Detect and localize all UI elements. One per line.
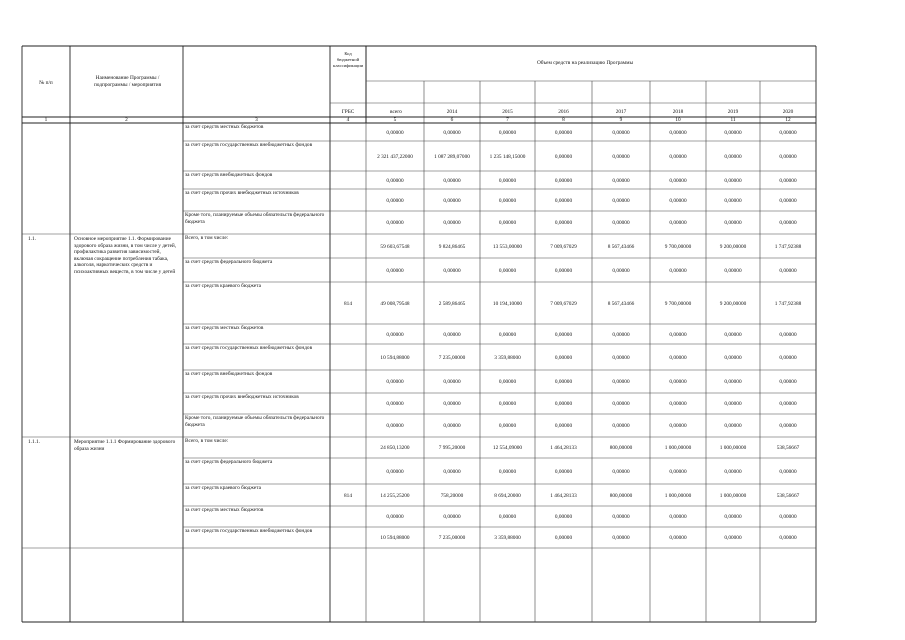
row-label: Кроме того, планируемые объемы обязательств федерального бюджета [185, 212, 325, 225]
row-label: за счет средств краевого бюджета [185, 283, 261, 289]
row-value: 0,00000 [612, 535, 630, 541]
year-header-2018: 2018 [672, 109, 684, 115]
row-value: 0,00000 [669, 220, 687, 226]
row-value: 0,00000 [724, 423, 742, 429]
row-label: за счет средств федерального бюджета [185, 259, 273, 265]
col-number-7: 7 [506, 117, 509, 124]
item-number: 1.1.1. [28, 439, 40, 445]
row-value: 0,00000 [612, 423, 630, 429]
row-value: 0,00000 [669, 129, 687, 136]
row-label: за счет средств государственных внебюджетных фондов [185, 345, 313, 351]
col-number-3: 3 [255, 117, 258, 124]
row-value: 14 255,25200 [380, 492, 410, 499]
col-number-2: 2 [125, 117, 128, 124]
row-value: 0,00000 [724, 514, 742, 520]
row-value: 0,00000 [443, 177, 461, 184]
year-header-2015: 2015 [502, 109, 513, 115]
row-value: 24 850,13200 [380, 445, 410, 451]
row-value: 9 700,00000 [664, 300, 692, 307]
row-value: 0,00000 [386, 401, 404, 407]
row-label: за счет средств государственных внебюджетных фондов [185, 528, 313, 534]
row-value: 0,00000 [724, 379, 742, 385]
row-value: 12 554,09000 [492, 445, 523, 451]
row-value: 10 194,10000 [492, 300, 523, 307]
row-value: 0,00000 [386, 129, 404, 136]
row-value: 0,00000 [554, 177, 573, 184]
row-value: 0,00000 [498, 220, 517, 226]
row-grbs-code: 814 [344, 300, 352, 307]
row-value: 0,00000 [669, 354, 687, 361]
row-label: Всего, в том числе: [185, 438, 229, 444]
row-value: 0,00000 [612, 468, 630, 475]
item-name: Основное мероприятие 1.1. Формирование здорового образа жизни, в том числе у детей, профилактика развития зависимостей, включая сокращение потребления табака, алкоголя, наркотических средств и психоактивных веществ, в том числе у детей [74, 236, 177, 275]
row-value: 0,00000 [498, 468, 517, 475]
row-value: 10 594,88000 [380, 535, 410, 541]
row-value: 1 235 148,15000 [489, 153, 526, 160]
row-value: 0,00000 [669, 331, 687, 338]
row-value: 0,00000 [612, 153, 630, 160]
row-value: 0,00000 [612, 401, 630, 407]
header-col-num: № п/п [39, 80, 53, 86]
row-value: 538,56667 [776, 445, 800, 451]
row-value: 0,00000 [554, 514, 573, 520]
row-value: 13 553,00000 [492, 243, 523, 250]
row-value: 0,00000 [554, 535, 573, 541]
row-value: 9 824,86465 [438, 243, 466, 250]
row-value: 0,00000 [612, 197, 630, 204]
row-value: 0,00000 [554, 220, 573, 226]
row-value: 0,00000 [669, 468, 687, 475]
row-value: 0,00000 [554, 401, 573, 407]
row-label: за счет средств внебюджетных фондов [185, 371, 273, 377]
col-number-9: 9 [619, 117, 623, 124]
row-label: за счет средств местных бюджетов [185, 507, 264, 513]
row-value: 7 995,20000 [438, 445, 466, 451]
row-value: 0,00000 [612, 220, 630, 226]
row-value: 59 603,67548 [380, 243, 410, 250]
row-value: 800,00000 [609, 445, 633, 451]
row-value: 0,00000 [386, 197, 404, 204]
row-value: 0,00000 [669, 153, 687, 160]
row-value: 1 000,00000 [719, 492, 747, 499]
year-header-2014: 2014 [446, 109, 458, 115]
row-value: 538,56667 [776, 492, 800, 499]
row-value: 0,00000 [612, 177, 630, 184]
row-value: 1 000,00000 [719, 445, 747, 451]
row-value: 0,00000 [779, 535, 797, 541]
row-value: 8 567,43466 [607, 300, 635, 307]
row-value: 0,00000 [669, 535, 687, 541]
row-value: 0,00000 [724, 220, 742, 226]
header-col-name: Наименование Программы / подпрограммы / мероприятия [93, 75, 162, 88]
row-value: 0,00000 [779, 197, 797, 204]
row-value: 1 464,28133 [550, 445, 577, 451]
header-total: всего [390, 109, 402, 115]
row-value: 0,00000 [386, 267, 404, 274]
row-value: 758,20000 [440, 492, 464, 499]
row-value: 0,00000 [724, 331, 742, 338]
row-value: 9 700,00000 [664, 243, 692, 250]
row-label: Всего, в том числе: [185, 235, 229, 241]
row-value: 1 747,92388 [774, 243, 802, 250]
row-value: 9 200,00000 [719, 300, 747, 307]
row-value: 0,00000 [612, 514, 630, 520]
row-label: за счет средств местных бюджетов [185, 124, 264, 130]
row-value: 1 464,28133 [550, 492, 577, 499]
row-value: 0,00000 [724, 535, 742, 541]
row-value: 0,00000 [498, 423, 517, 429]
col-number-11: 11 [730, 117, 736, 124]
row-value: 0,00000 [779, 354, 797, 361]
row-value: 0,00000 [669, 379, 687, 385]
row-value: 7 009,67029 [550, 300, 577, 307]
row-value: 0,00000 [498, 401, 517, 407]
header-col-code: Код бюджетной классификации [333, 51, 364, 68]
row-value: 7 009,67029 [550, 243, 577, 250]
row-value: 0,00000 [386, 331, 404, 338]
year-header-2016: 2016 [558, 109, 569, 115]
col-number-4: 4 [346, 117, 350, 124]
row-value: 0,00000 [498, 267, 517, 274]
row-value: 0,00000 [779, 379, 797, 385]
row-value: 0,00000 [386, 177, 404, 184]
row-value: 2 589,86465 [438, 300, 466, 307]
row-value: 0,00000 [724, 401, 742, 407]
row-value: 7 235,00000 [438, 535, 466, 541]
row-value: 800,00000 [609, 492, 633, 499]
row-value: 8 567,43466 [607, 243, 635, 250]
row-value: 0,00000 [498, 379, 517, 385]
row-value: 0,00000 [443, 423, 461, 429]
row-value: 0,00000 [724, 354, 742, 361]
row-value: 0,00000 [554, 379, 573, 385]
row-value: 2 321 437,22000 [377, 153, 413, 160]
row-value: 0,00000 [612, 129, 630, 136]
row-value: 0,00000 [386, 514, 404, 520]
year-header-2017: 2017 [615, 109, 627, 115]
row-value: 0,00000 [443, 401, 461, 407]
row-value: 0,00000 [779, 220, 797, 226]
row-value: 0,00000 [498, 177, 517, 184]
item-name: Мероприятие 1.1.1 Формирование здорового образа жизни [74, 439, 176, 452]
row-value: 0,00000 [612, 354, 630, 361]
row-value: 0,00000 [669, 197, 687, 204]
row-value: 0,00000 [724, 267, 742, 274]
row-value: 0,00000 [779, 267, 797, 274]
row-value: 0,00000 [554, 423, 573, 429]
row-value: 0,00000 [779, 514, 797, 520]
row-value: 0,00000 [779, 153, 797, 160]
row-value: 0,00000 [612, 379, 630, 385]
row-value: 0,00000 [779, 331, 797, 338]
col-number-5: 5 [393, 117, 397, 124]
row-label: Кроме того, планируемые объемы обязательств федерального бюджета [185, 415, 325, 428]
row-value: 0,00000 [443, 379, 461, 385]
row-value: 0,00000 [724, 197, 742, 204]
row-value: 0,00000 [612, 267, 630, 274]
row-value: 0,00000 [386, 220, 404, 226]
header-col-volume: Объем средств на реализацию Программы [536, 60, 634, 66]
row-value: 1 747,92388 [774, 300, 802, 307]
row-value: 1 087 289,07000 [434, 153, 470, 160]
row-value: 0,00000 [779, 401, 797, 407]
row-value: 1 000,00000 [664, 492, 692, 499]
row-value: 0,00000 [669, 423, 687, 429]
row-value: 0,00000 [779, 129, 797, 136]
item-number: 1.1. [28, 236, 36, 242]
year-header-2020: 2020 [782, 109, 794, 115]
col-number-12: 12 [785, 117, 791, 124]
row-value: 49 008,79548 [380, 300, 410, 307]
row-label: за счет средств краевого бюджета [185, 485, 261, 491]
row-value: 0,00000 [669, 267, 687, 274]
row-value: 8 694,20000 [494, 492, 521, 499]
row-label: за счет средств федерального бюджета [185, 459, 273, 465]
row-value: 0,00000 [669, 514, 687, 520]
row-value: 0,00000 [498, 129, 517, 136]
row-label: за счет средств местных бюджетов [185, 325, 264, 331]
row-value: 7 235,00000 [438, 354, 466, 361]
row-value: 0,00000 [724, 177, 742, 184]
col-number-1: 1 [44, 117, 48, 124]
row-value: 0,00000 [554, 331, 573, 338]
row-value: 0,00000 [498, 331, 517, 338]
col-number-6: 6 [450, 117, 454, 124]
row-value: 0,00000 [669, 177, 687, 184]
row-value: 0,00000 [498, 514, 517, 520]
row-value: 0,00000 [443, 197, 461, 204]
row-label: за счет средств прочих внебюджетных источников [185, 394, 299, 400]
row-value: 0,00000 [724, 468, 742, 475]
row-value: 0,00000 [386, 468, 404, 475]
row-value: 0,00000 [724, 153, 742, 160]
row-value: 0,00000 [443, 468, 461, 475]
row-value: 0,00000 [554, 153, 573, 160]
row-value: 0,00000 [554, 354, 573, 361]
row-value: 0,00000 [443, 267, 461, 274]
row-value: 0,00000 [724, 129, 742, 136]
row-value: 0,00000 [554, 267, 573, 274]
row-label: за счет средств внебюджетных фондов [185, 172, 273, 178]
row-value: 3 359,88000 [494, 535, 521, 541]
row-label: за счет средств государственных внебюджетных фондов [185, 142, 313, 148]
row-value: 0,00000 [386, 423, 404, 429]
row-value: 0,00000 [779, 423, 797, 429]
row-grbs-code: 814 [344, 492, 352, 499]
row-value: 10 594,88000 [380, 354, 410, 361]
col-number-8: 8 [562, 117, 565, 124]
row-value: 0,00000 [443, 129, 461, 136]
row-value: 0,00000 [612, 331, 630, 338]
row-value: 0,00000 [443, 331, 461, 338]
row-value: 0,00000 [498, 197, 517, 204]
col-number-10: 10 [675, 117, 681, 124]
row-value: 0,00000 [554, 197, 573, 204]
row-value: 0,00000 [386, 379, 404, 385]
header-grbs: ГРБС [341, 109, 355, 115]
row-label: за счет средств прочих внебюджетных источников [185, 190, 299, 196]
row-value: 9 200,00000 [719, 243, 747, 250]
row-value: 0,00000 [554, 468, 573, 475]
year-header-2019: 2019 [727, 109, 739, 115]
row-value: 0,00000 [554, 129, 573, 136]
row-value: 0,00000 [669, 401, 687, 407]
row-value: 0,00000 [779, 177, 797, 184]
row-value: 0,00000 [443, 514, 461, 520]
row-value: 1 000,00000 [664, 445, 692, 451]
row-value: 0,00000 [443, 220, 461, 226]
row-value: 0,00000 [779, 468, 797, 475]
row-value: 3 359,88000 [494, 354, 521, 361]
